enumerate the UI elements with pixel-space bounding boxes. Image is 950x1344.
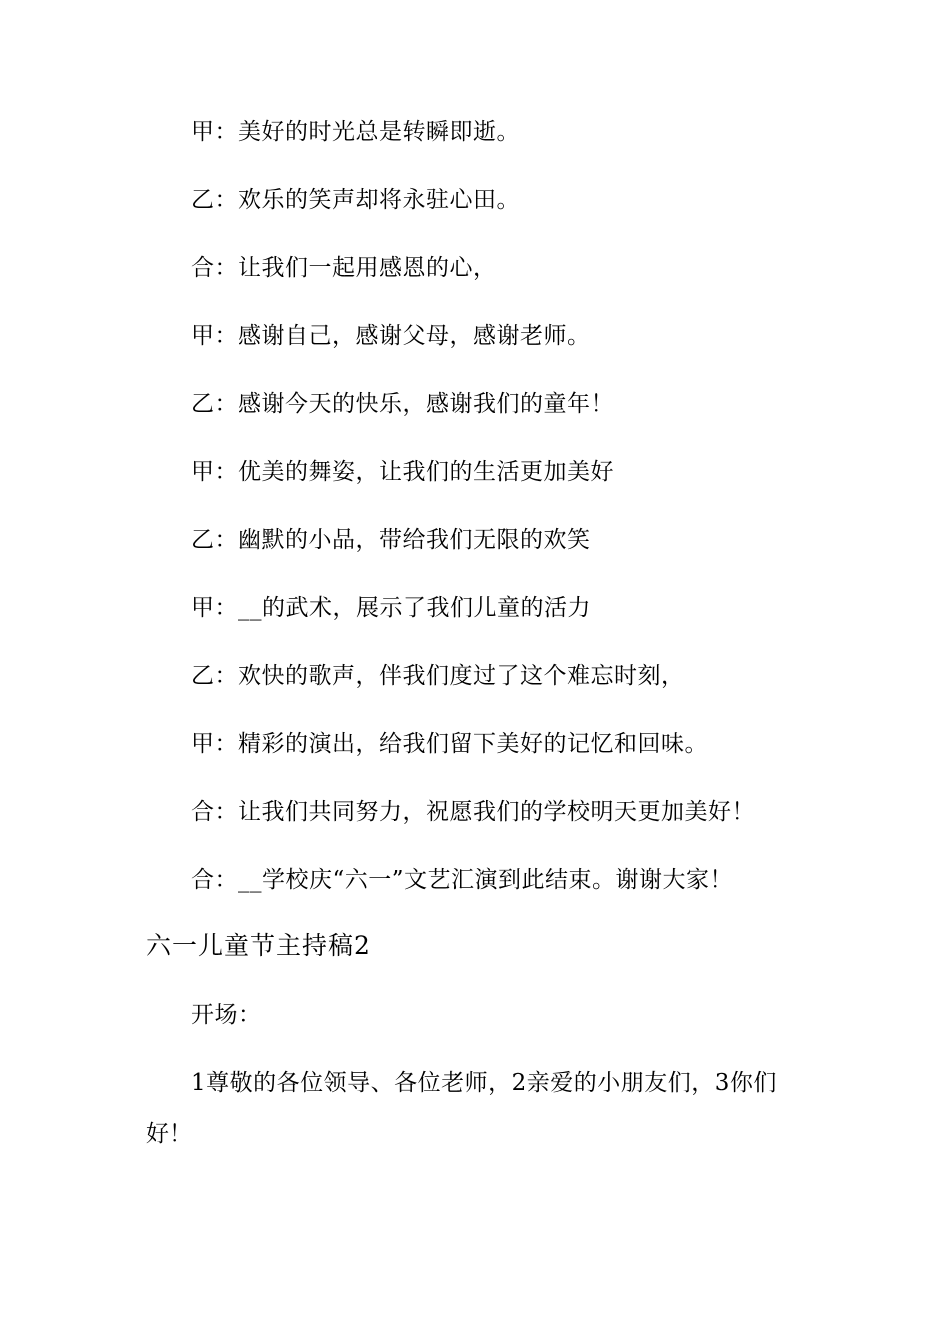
greeting-line-continuation: 好！ <box>146 1121 192 1147</box>
dialogue-line: 合：让我们一起用感恩的心， <box>191 255 497 281</box>
dialogue-line: 甲：__的武术，展示了我们儿童的活力 <box>191 595 591 621</box>
section-heading: 六一儿童节主持稿2 <box>146 931 371 960</box>
dialogue-line: 甲：感谢自己，感谢父母，感谢老师。 <box>191 323 591 349</box>
dialogue-line: 甲：美好的时光总是转瞬即逝。 <box>191 119 520 145</box>
dialogue-line: 乙：幽默的小品，带给我们无限的欢笑 <box>191 527 591 553</box>
dialogue-line: 乙：欢乐的笑声却将永驻心田。 <box>191 187 520 213</box>
dialogue-line: 合：让我们共同努力，祝愿我们的学校明天更加美好！ <box>191 799 755 825</box>
dialogue-line: 甲：精彩的演出，给我们留下美好的记忆和回味。 <box>191 731 708 757</box>
dialogue-line: 乙：感谢今天的快乐，感谢我们的童年！ <box>191 391 614 417</box>
greeting-line: 1尊敬的各位领导、各位老师，2亲爱的小朋友们，3你们 <box>191 1070 777 1096</box>
opening-label: 开场： <box>191 1002 262 1028</box>
dialogue-line: 合：__学校庆“六一”文艺汇演到此结束。谢谢大家！ <box>191 867 734 893</box>
dialogue-line: 甲：优美的舞姿，让我们的生活更加美好 <box>191 459 614 485</box>
dialogue-line: 乙：欢快的歌声，伴我们度过了这个难忘时刻， <box>191 663 685 689</box>
